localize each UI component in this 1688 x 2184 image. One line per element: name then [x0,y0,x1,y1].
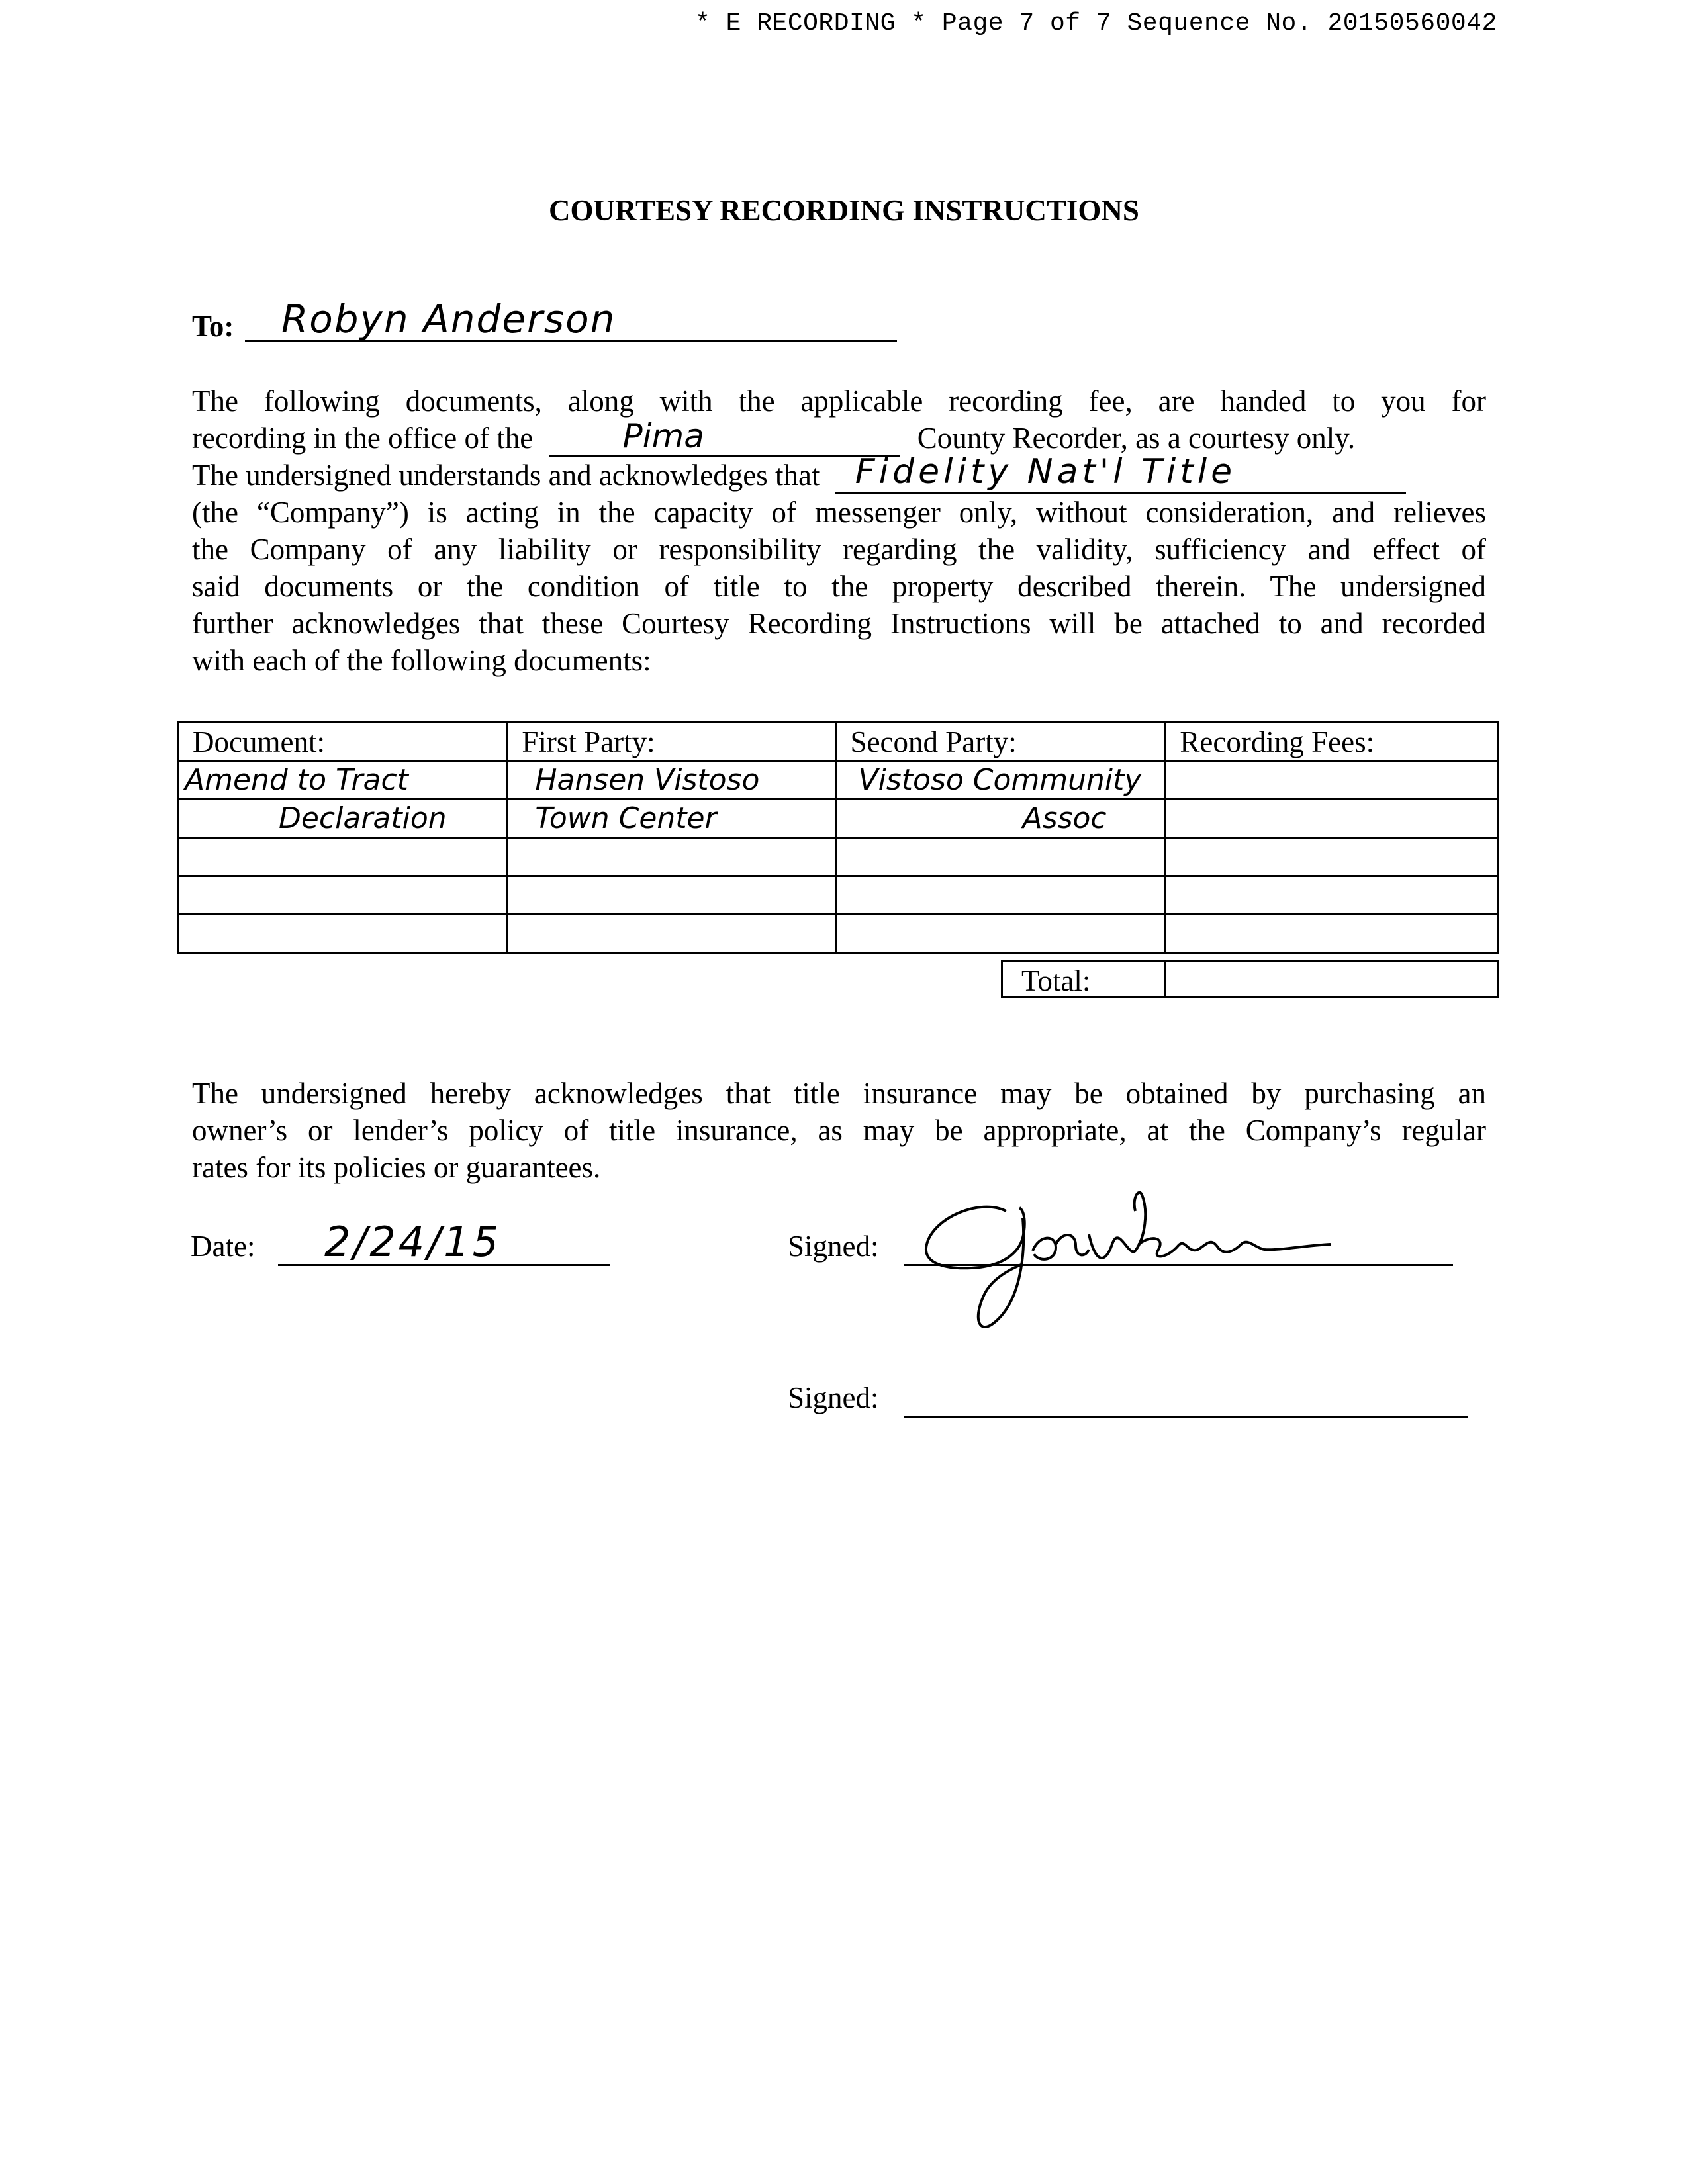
cell-document [179,876,508,915]
paragraph-line: with each of the following documents: [192,644,651,677]
date-label: Date: [191,1230,256,1263]
table-header-row [179,723,1499,761]
cell-document [179,838,508,876]
date-handwritten: 2/24/15 [324,1218,502,1266]
county-handwritten: Pima [622,417,704,455]
cell-recording-fees [1166,838,1499,876]
paragraph-line: owner’s or lender’s policy of title insurance, as may be appropriate, at the Company’s regular [192,1114,1486,1147]
signed-label-1: Signed: [788,1230,879,1263]
paragraph-line: the Company of any liability or responsibility regarding the validity, sufficiency and effect of [192,533,1486,566]
paragraph-line: said documents or the condition of title to the property described therein. The undersigned [192,570,1486,603]
header-first-party: First Party: [508,723,836,761]
paragraph-line: further acknowledges that these Courtesy Recording Instructions will be attached to and recorded [192,607,1486,640]
instructions-paragraph [192,383,1486,679]
header-document: Document: [179,723,508,761]
table-row [179,915,1499,953]
paragraph-line [192,452,1486,494]
cell-recording-fees [1166,876,1499,915]
cell-first-party [508,915,836,953]
cell-second-party [836,838,1166,876]
paragraph-line: The following documents, along with the applicable recording fee, are handed to you for [192,385,1486,418]
cell-document [179,915,508,953]
paragraph-line: (the “Company”) is acting in the capacity of messenger only, without consideration, and relieves [192,496,1486,529]
page-title: COURTESY RECORDING INSTRUCTIONS [549,194,1139,227]
to-label: To: [192,310,234,343]
cell-document: Amend to Tract [179,761,508,799]
signed-label-2: Signed: [788,1381,879,1414]
total-label: Total: [1001,960,1164,998]
paragraph-line: The undersigned hereby acknowledges that title insurance may be obtained by purchasing an [192,1077,1486,1110]
title-insurance-paragraph [192,1075,1486,1186]
signature-underline-2 [904,1416,1468,1418]
cell-first-party: Hansen Vistoso [508,761,836,799]
table-row [179,838,1499,876]
cell-recording-fees [1166,761,1499,799]
company-handwritten: Fidelity Nat'l Title [855,452,1237,492]
paragraph-text: County Recorder, as a courtesy only. [917,422,1356,455]
cell-second-party [836,876,1166,915]
recording-header: * E RECORDING * Page 7 of 7 Sequence No. 20150560042 [695,9,1497,38]
cell-recording-fees [1166,915,1499,953]
county-field [549,417,900,457]
table-row [179,799,1499,838]
cell-first-party [508,838,836,876]
cell-second-party: Assoc [836,799,1166,838]
documents-table [177,721,1499,954]
header-recording-fees: Recording Fees: [1166,723,1499,761]
paragraph-line: rates for its policies or guarantees. [192,1151,601,1184]
to-handwritten-name: Robyn Anderson [281,296,616,341]
company-field [835,452,1406,494]
table-row [179,876,1499,915]
handwritten-signature [907,1171,1357,1343]
cell-first-party [508,876,836,915]
cell-recording-fees [1166,799,1499,838]
paragraph-line [192,417,1486,457]
cell-second-party: Vistoso Community [836,761,1166,799]
total-value [1164,960,1499,998]
header-second-party: Second Party: [836,723,1166,761]
paragraph-text: recording in the office of the [192,422,534,455]
paragraph-text: The undersigned understands and acknowledges that [192,459,820,492]
cell-second-party [836,915,1166,953]
cell-first-party: Town Center [508,799,836,838]
cell-document: Declaration [179,799,508,838]
table-row [179,761,1499,799]
